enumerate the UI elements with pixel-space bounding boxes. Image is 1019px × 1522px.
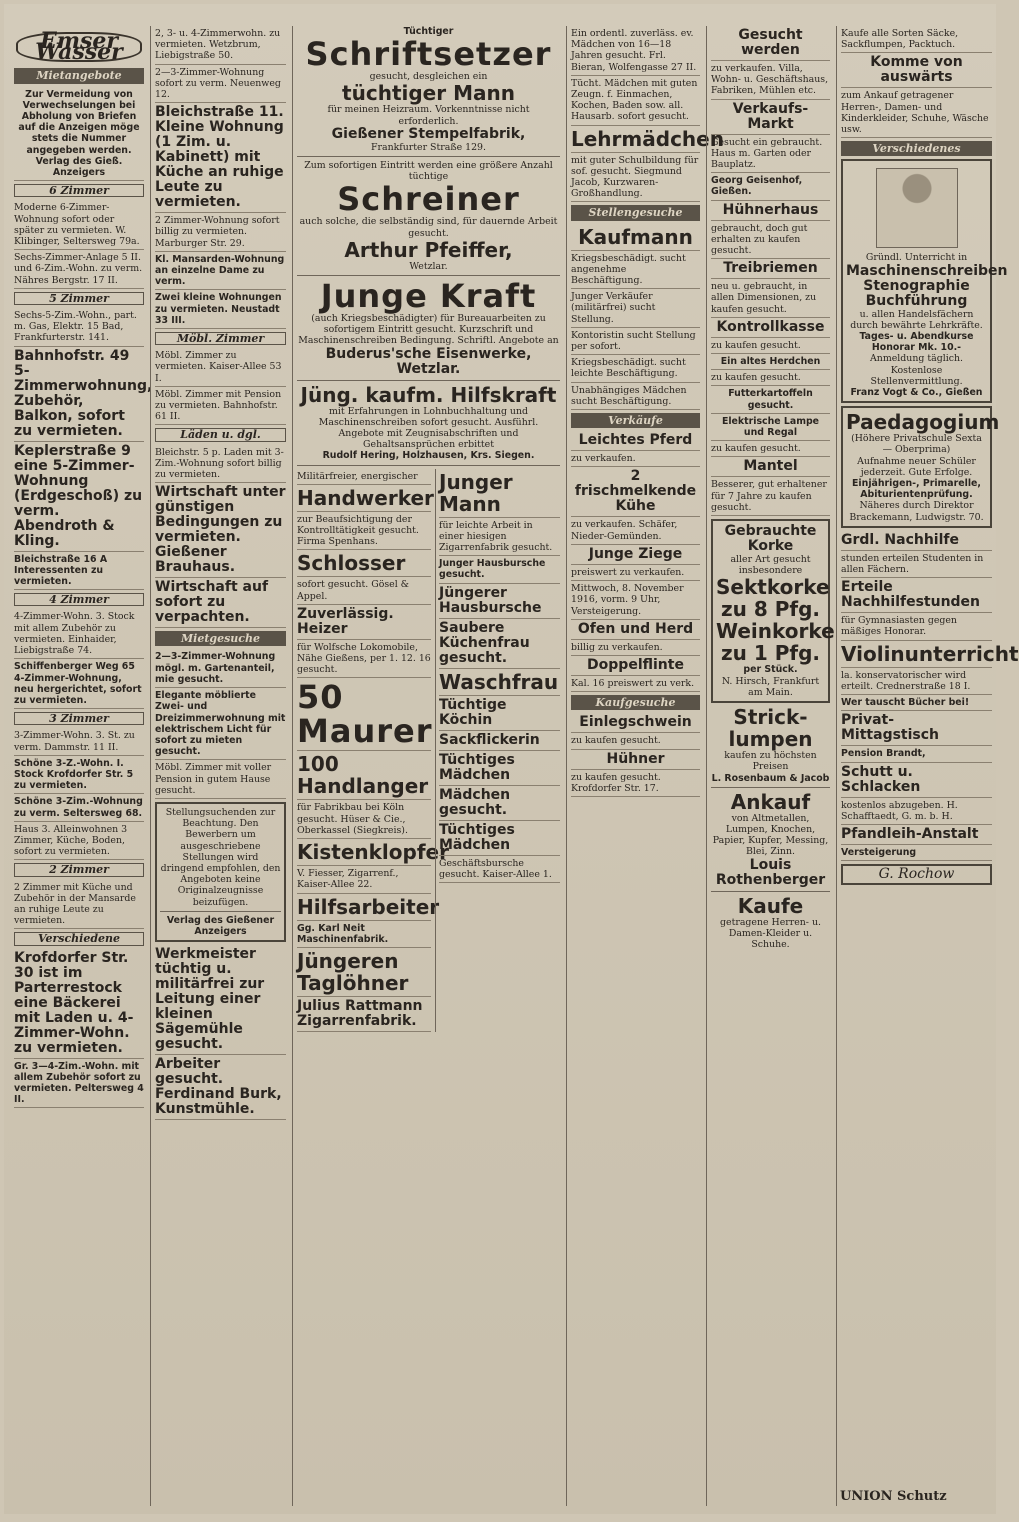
- ad-headline: Hühner: [571, 750, 700, 770]
- ad-kaufe: [711, 895, 830, 951]
- subheader-verschiedene: Verschiedene: [14, 932, 144, 945]
- ad: kostenlos abzugeben. H. Schafftaedt, G. m. b. H.: [841, 798, 992, 825]
- ad-text: Tages- u. Abendkurse: [859, 331, 974, 343]
- ad: Jüngeren Taglöhner: [297, 948, 431, 997]
- ad: Zuverlässig. Heizer: [297, 605, 431, 640]
- subheader-4-zimmer: 4 Zimmer: [14, 593, 144, 606]
- subheader-2-zimmer: 2 Zimmer: [14, 863, 144, 876]
- section-header-kaufgesuche: Kaufgesuche: [571, 695, 700, 710]
- ad: Kontoristin sucht Stellung per sofort.: [571, 328, 700, 355]
- ad-headline: Gesucht werden: [711, 26, 830, 61]
- emser-wasser-logo: Emser Wasser: [16, 32, 142, 62]
- ad: Tüchtiges Mädchen: [439, 751, 560, 786]
- ad-headline: Kaufmann: [571, 224, 700, 251]
- ad: zu verkaufen. Schäfer, Nieder-Gemünden.: [571, 517, 700, 544]
- ad-headline: tüchtiger Mann: [342, 81, 515, 106]
- ad: Möbl. Zimmer mit voller Pension in gutem Hause gesucht.: [155, 760, 286, 799]
- ad-headline: Verkaufs-Markt: [711, 100, 830, 135]
- rochow-signature: G. Rochow: [841, 864, 992, 885]
- ad: Kistenklopfer: [297, 840, 449, 865]
- ad: Schöne 3-Z.-Wohn. I. Stock Krofdorfer Str. 5 zu vermieten.: [14, 756, 144, 795]
- ad: zu kaufen gesucht.: [571, 733, 700, 749]
- ad-text: Näheres durch Direktor Brackemann, Ludwigstr. 70.: [849, 500, 984, 523]
- ad-headline: Sektkorke: [716, 575, 830, 600]
- ad: Gr. 3—4-Zim.-Wohn. mit allem Zubehör sofort zu vermieten. Peltersweg 4 II.: [14, 1059, 144, 1109]
- ad: V. Fiesser, Zigarrenf., Kaiser-Allee 22.: [297, 866, 431, 893]
- ad-location: Wetzlar.: [409, 260, 448, 272]
- ad-headline: Schreiner: [337, 180, 520, 219]
- ad: Haus 3. Alleinwohnen 3 Zimmer, Küche, Boden, sofort zu vermieten.: [14, 822, 144, 861]
- ad-headline: Ankauf: [730, 789, 811, 814]
- ad: Saubere Küchenfrau gesucht.: [439, 619, 560, 669]
- ad: für Wolfsche Lokomobile, Nähe Gießens, per 1. 12. 16 gesucht.: [297, 640, 431, 679]
- column-1: [10, 26, 153, 1506]
- ad: Schiffenberger Weg 65 4-Zimmer-Wohnung, neu hergerichtet, sofort zu vermieten.: [14, 659, 144, 709]
- ad-handelsschule: [841, 159, 1008, 403]
- ad-headline: Lehrmädchen: [571, 126, 724, 151]
- ad-text: getragene Herren- u. Damen-Kleider u. Schuhe.: [720, 916, 821, 950]
- ad: Besserer, gut erhaltener für 7 Jahre zu kaufen gesucht.: [711, 477, 830, 516]
- section-header-stellengesuche: Stellengesuche: [571, 205, 700, 220]
- ad-headline: Ofen und Herd: [571, 620, 700, 640]
- ad: Moderne 6-Zimmer-Wohnung sofort oder später zu vermieten. W. Klibinger, Seltersweg 79a.: [14, 200, 144, 250]
- ad: 3-Zimmer-Wohn. 3. St. zu verm. Dammstr. 11 II.: [14, 728, 144, 755]
- ad-korke: [711, 519, 835, 703]
- ad-subject: Stenographie: [863, 277, 970, 294]
- ad-text: Aufnahme neuer Schüler jederzeit. Gute Erfolge.: [857, 455, 976, 478]
- ad: Waschfrau: [439, 669, 559, 694]
- ad-text: u. allen Handelsfächern durch bewährte Lehrkräfte.: [850, 308, 983, 331]
- ad: Junger Verkäufer (militärfrei) sucht Stellung.: [571, 289, 700, 328]
- ad: 4-Zimmer-Wohn. 3. Stock mit allem Zubehör zu vermieten. Einhaider, Liebigstraße 74.: [14, 609, 144, 659]
- column-3: [292, 26, 564, 1506]
- ad: stunden erteilen Studenten in allen Fächern.: [841, 551, 992, 578]
- ad: Bleichstraße 11. Kleine Wohnung (1 Zim. u. Kabinett) mit Küche an ruhige Leute zu vermieten.: [155, 103, 286, 213]
- ad: Zwei kleine Wohnungen zu vermieten. Neustadt 33 III.: [155, 290, 286, 329]
- ad-headline: Violinunterricht: [841, 641, 1019, 666]
- column-5: [706, 26, 834, 1506]
- ad-subject: Buchführung: [865, 292, 968, 309]
- ad: Handwerker: [297, 485, 434, 510]
- ad: Ein ordentl. zuverläss. ev. Mädchen von 16—18 Jahren gesucht. Frl. Bieran, Wolfengasse 27 II.: [571, 26, 700, 76]
- ad-firm: Gießener Stempelfabrik,: [331, 125, 526, 142]
- ad-text: aller Art gesucht insbesondere: [730, 554, 811, 577]
- ad-headline: Schutt u. Schlacken: [841, 763, 992, 798]
- column-6: [836, 26, 1019, 1506]
- ad-headline: Pension Brandt,: [841, 746, 992, 762]
- ad: Krofdorfer Str. 30 ist im Parterrestock eine Bäckerei mit Laden u. 4-Zimmer-Wohn. zu vermieten.: [14, 949, 144, 1059]
- ad: Bleichstraße 16 A Interessenten zu vermieten.: [14, 552, 144, 591]
- ad-text: Einjährigen-, Primarelle, Abiturientenprüfung.: [852, 478, 981, 501]
- typist-illustration: [876, 168, 958, 248]
- ad: Kaufe alle Sorten Säcke, Sackflumpen, Packtuch.: [841, 26, 992, 53]
- ad-price: zu 8 Pfg.: [721, 597, 820, 622]
- ad: Arbeiter gesucht. Ferdinand Burk, Kunstmühle.: [155, 1055, 286, 1120]
- ad-headline: Pfandleih-Anstalt: [841, 825, 992, 845]
- ad: Kal. 16 preiswert zu verk.: [571, 676, 700, 692]
- ad: Hilfsarbeiter: [297, 894, 440, 919]
- ad: 50 Maurer: [297, 678, 433, 751]
- ad-firm: Arthur Pfeiffer,: [344, 237, 513, 262]
- ad-firm: Louis Rothenberger: [715, 856, 826, 888]
- ad: preiswert zu verkaufen.: [571, 565, 700, 581]
- newspaper-page: [4, 4, 1019, 1514]
- ad: neu u. gebraucht, in allen Dimensionen, zu kaufen gesucht.: [711, 279, 830, 318]
- ad: Tüchtige Köchin: [439, 696, 560, 731]
- section-header-mietgesuche: Mietgesuche: [155, 631, 286, 646]
- ad: 2—3-Zimmer-Wohnung sofort zu verm. Neuenweg 12.: [155, 65, 286, 104]
- ad-price: zu 1 Pfg.: [721, 641, 820, 666]
- ad-price: Honorar Mk. 10.-: [871, 342, 962, 354]
- ad: für Fabrikbau bei Köln gesucht. Hüser & Cie., Oberkassel (Siegkreis).: [297, 800, 431, 839]
- ad: Möbl. Zimmer zu vermieten. Kaiser-Allee 53 I.: [155, 348, 286, 387]
- ad-headline: Wer tauscht Bücher bei!: [841, 695, 992, 711]
- ad-headline: Junge Ziege: [571, 545, 700, 565]
- ad: Bleichstr. 5 p. Laden mit 3-Zim.-Wohnung sofort billig zu vermieten.: [155, 445, 286, 484]
- ad-text: mit Erfahrungen in Lohnbuchhaltung und Maschinenschreiben sofort gesucht. Ausführl. Angebote mit Zeugnisabschriften und Gehaltsansprüchen erbittet: [318, 405, 539, 451]
- ad-text: von Altmetallen, Lumpen, Knochen, Papier, Kupfer, Messing, Blei, Zinn.: [712, 812, 829, 858]
- ad: Kriegsbeschädigt. sucht leichte Beschäftigung.: [571, 355, 700, 382]
- ad-headline: Jüng. kaufm. Hilfskraft: [300, 382, 557, 407]
- ad-headline: Doppelflinte: [571, 656, 700, 676]
- ad: zu kaufen gesucht. Krofdorfer Str. 17.: [571, 770, 700, 797]
- ad: zu kaufen gesucht.: [711, 338, 830, 354]
- notice-box: [155, 802, 286, 942]
- ad: sofort gesucht. Gösel & Appel.: [297, 577, 431, 604]
- ad-schreiner: [297, 160, 560, 272]
- ad: Gesucht ein gebraucht. Haus m. Garten oder Bauplatz.: [711, 135, 830, 174]
- ad-headline: Gebrauchte Korke: [724, 523, 817, 555]
- ad: Jüngerer Hausbursche: [439, 584, 560, 619]
- ad-headline: Treibriemen: [711, 259, 830, 279]
- ad: Bahnhofstr. 49 5-Zimmerwohnung, Zubehör, Balkon, sofort zu vermieten.: [14, 347, 144, 442]
- ad-headline: Grdl. Nachhilfe: [841, 531, 992, 551]
- ad: Tüchtiges Mädchen: [439, 821, 560, 856]
- ad: Georg Geisenhof, Gießen.: [711, 173, 830, 200]
- ad: gebraucht, doch gut erhalten zu kaufen gesucht.: [711, 221, 830, 260]
- ad-text: Gründl. Unterricht in: [865, 252, 968, 264]
- ad-headline: 2 frischmelkende Kühe: [571, 467, 700, 517]
- ad: zum Ankauf getragener Herren-, Damen- und Kinderkleider, Schuhe, Wäsche usw.: [841, 88, 992, 138]
- notice: Zur Vermeidung von Verwechselungen bei Abholung von Briefen auf die Anzeigen möge stets die Nummer angegeben werden. Verlag des Gieß. Anzeigers: [14, 87, 144, 182]
- subheader-5-zimmer: 5 Zimmer: [14, 292, 144, 305]
- ad: Werkmeister tüchtig u. militärfrei zur Leitung einer kleinen Sägemühle gesucht.: [155, 945, 286, 1055]
- ad: 2 Zimmer-Wohnung sofort billig zu vermieten. Marburger Str. 29.: [155, 213, 286, 252]
- ad: Sechs-Zimmer-Anlage 5 II. und 6-Zim.-Wohn. zu verm. Nähres Bergstr. 17 II.: [14, 250, 144, 289]
- ad: Elegante möblierte Zwei- und Dreizimmerwohnung mit elektrischem Licht für sofort zu mieten gesucht.: [155, 688, 286, 760]
- ad-headline: Junge Kraft: [320, 277, 537, 316]
- ad: 2—3-Zimmer-Wohnung mögl. m. Gartenanteil, mie gesucht.: [155, 649, 286, 688]
- ad: mit guter Schulbildung für sof. gesucht. Siegmund Jacob, Kurzwaren-Großhandlung.: [571, 153, 700, 203]
- ad-junge-kraft: [297, 279, 560, 377]
- ad-text: kaufen zu höchsten Preisen: [724, 750, 817, 773]
- ad-schriftsetzer: [297, 26, 560, 153]
- ad-headline: Schriftsetzer: [305, 35, 552, 74]
- subheader-moebl-zimmer: Möbl. Zimmer: [155, 332, 286, 345]
- ad: Junger Hausbursche gesucht.: [439, 556, 560, 583]
- ad: Schlosser: [297, 550, 431, 577]
- column-4: [566, 26, 724, 1506]
- ad: 2 Zimmer mit Küche und Zubehör in der Mansarde an ruhige Leute zu vermieten.: [14, 880, 144, 930]
- ad-firm: Rudolf Hering, Holzhausen, Krs. Siegen.: [322, 450, 535, 462]
- ad: Geschäftsbursche gesucht. Kaiser-Allee 1.: [439, 856, 560, 883]
- subheader-3-zimmer: 3 Zimmer: [14, 712, 144, 725]
- ad-text: auch solche, die selbständig sind, für dauernde Arbeit gesucht.: [299, 216, 558, 239]
- section-header-mietangebote: Mietangebote: [14, 68, 144, 83]
- ad-headline: Futterkartoffeln gesucht.: [711, 386, 830, 413]
- ad: Unabhängiges Mädchen sucht Beschäftigung.: [571, 383, 700, 410]
- section-header-verschiedenes: Verschiedenes: [841, 141, 992, 156]
- ad-headline: Leichtes Pferd: [571, 431, 700, 451]
- ad: Sechs-5-Zim.-Wohn., part. m. Gas, Elektr. 15 Bad, Frankfurterstr. 141.: [14, 308, 144, 347]
- ad: Wirtschaft unter günstigen Bedingungen zu vermieten. Gießener Brauhaus.: [155, 483, 286, 578]
- ad-headline: Ein altes Herdchen: [711, 354, 830, 370]
- ad: zu verkaufen. Villa, Wohn- u. Geschäftshaus, Fabriken, Mühlen etc.: [711, 61, 830, 100]
- ad: Militärfreier, energischer: [297, 469, 431, 485]
- ad: Möbl. Zimmer mit Pension zu vermieten. Bahnhofstr. 61 II.: [155, 387, 286, 426]
- ad-headline: Komme von auswärts: [841, 53, 992, 88]
- ad-paedagogium: [841, 406, 1000, 528]
- ad-kicker: Tüchtiger: [403, 26, 454, 37]
- notice-text: Stellungsuchenden zur Beachtung. Den Bewerbern um ausgeschriebene Stellungen wird dringend empfohlen, den Angeboten keine Originalzeugnisse beizufügen.: [160, 806, 281, 908]
- ad-firm: L. Rosenbaum & Jacob: [711, 772, 830, 784]
- ad-text: gesucht, desgleichen ein: [369, 71, 488, 83]
- subheader-laeden: Läden u. dgl.: [155, 428, 286, 441]
- ad-subject: Maschinenschreiben: [846, 262, 1008, 279]
- ad-text: per Stück.: [743, 664, 798, 676]
- ad: für leichte Arbeit in einer hiesigen Zigarrenfabrik gesucht.: [439, 518, 560, 557]
- small-ads-grid: [297, 469, 560, 1032]
- ad: zu kaufen gesucht.: [711, 441, 830, 457]
- union-label: UNION Schutz: [840, 1489, 947, 1504]
- ad-firm: N. Hirsch, Frankfurt am Main.: [721, 675, 820, 698]
- ad: Junger Mann: [439, 469, 560, 518]
- ad: für Gymnasiasten gegen mäßiges Honorar.: [841, 613, 992, 640]
- ad: Schöne 3-Zim.-Wohnung zu verm. Seltersweg 68.: [14, 794, 144, 821]
- ad: Wirtschaft auf sofort zu verpachten.: [155, 578, 286, 628]
- ad-text: Anmeldung täglich. Kostenlose Stellenvermittlung.: [870, 353, 963, 387]
- section-header-verkaeufe: Verkäufe: [571, 413, 700, 428]
- ad-headline: Weinkorke: [716, 619, 835, 644]
- ad: Julius Rattmann Zigarrenfabrik.: [297, 997, 431, 1032]
- ad-headline: Hühnerhaus: [711, 201, 830, 221]
- ad-headline: Kontrollkasse: [711, 318, 830, 338]
- ad-headline: Mantel: [711, 457, 830, 477]
- ad-headline: Einlegschwein: [571, 713, 700, 733]
- ad: Kl. Mansarden-Wohnung an einzelne Dame zu verm.: [155, 252, 286, 291]
- ad: Sackflickerin: [439, 731, 560, 751]
- ad-firm: Buderus'sche Eisenwerke, Wetzlar.: [325, 345, 532, 377]
- ad: Kriegsbeschädigt. sucht angenehme Beschäftigung.: [571, 251, 700, 290]
- ad-headline: Kaufe: [737, 893, 804, 918]
- verlag-label: Verlag des Gießener Anzeigers: [166, 914, 275, 937]
- ad-headline: Erteile Nachhilfestunden: [841, 578, 992, 613]
- right-ads: [435, 469, 560, 1032]
- ad-text: (Höhere Privatschule Sexta — Oberprima): [851, 433, 982, 456]
- ad-text: Zum sofortigen Eintritt werden eine größere Anzahl tüchtige: [304, 160, 553, 183]
- ad: Gg. Karl Neit Maschinenfabrik.: [297, 921, 431, 948]
- subheader-6-zimmer: 6 Zimmer: [14, 184, 144, 197]
- ad-headline: Paedagogium: [846, 410, 1000, 435]
- ad: billig zu verkaufen.: [571, 640, 700, 656]
- ad: 100 Handlanger: [297, 751, 431, 800]
- ad-strick: [711, 706, 830, 784]
- ad: zu verkaufen.: [571, 451, 700, 467]
- ad-address: Frankfurter Straße 129.: [371, 141, 486, 153]
- ad: 2, 3- u. 4-Zimmerwohn. zu vermieten. Wetzbrum, Liebigstraße 50.: [155, 26, 286, 65]
- ad: Keplerstraße 9 eine 5-Zimmer-Wohnung (Erdgeschoß) zu verm. Abendroth & Kling.: [14, 442, 144, 552]
- ad: Tücht. Mädchen mit guten Zeugn. f. Einmachen, Kochen, Baden sow. all. Hausarb. sofort gesucht.: [571, 76, 700, 126]
- ad-text: (auch Kriegsbeschädigter) für Bureauarbeiten zu sofortigem Eintritt gesucht. Kurzschrift und Maschinenschreiben Bedingung. Schriftl. Angebote an: [298, 313, 559, 347]
- left-ads: [297, 469, 449, 1032]
- ad-text: für meinen Heizraum. Vorkenntnisse nicht erforderlich.: [327, 104, 530, 127]
- ad-headline: Versteigerung: [841, 845, 992, 861]
- ad: zur Beaufsichtigung der Kontrolltätigkeit gesucht. Firma Spenhans.: [297, 512, 431, 551]
- column-2: [150, 26, 290, 1506]
- ad: la. konservatorischer wird erteilt. Crednerstraße 18 I.: [841, 668, 992, 695]
- ad: zu kaufen gesucht.: [711, 370, 830, 386]
- ad-ankauf: [711, 791, 830, 888]
- ad-headline: Privat-Mittagstisch: [841, 711, 992, 746]
- ad: Mädchen gesucht.: [439, 786, 560, 821]
- ad-hilfskraft: [297, 384, 560, 462]
- ad: Mittwoch, 8. November 1916, vorm. 9 Uhr, Versteigerung.: [571, 581, 700, 620]
- ad-headline: Strick-lumpen: [728, 705, 813, 752]
- ad-headline: Elektrische Lampe und Regal: [711, 414, 830, 441]
- ad-firm: Franz Vogt & Co., Gießen: [850, 387, 983, 399]
